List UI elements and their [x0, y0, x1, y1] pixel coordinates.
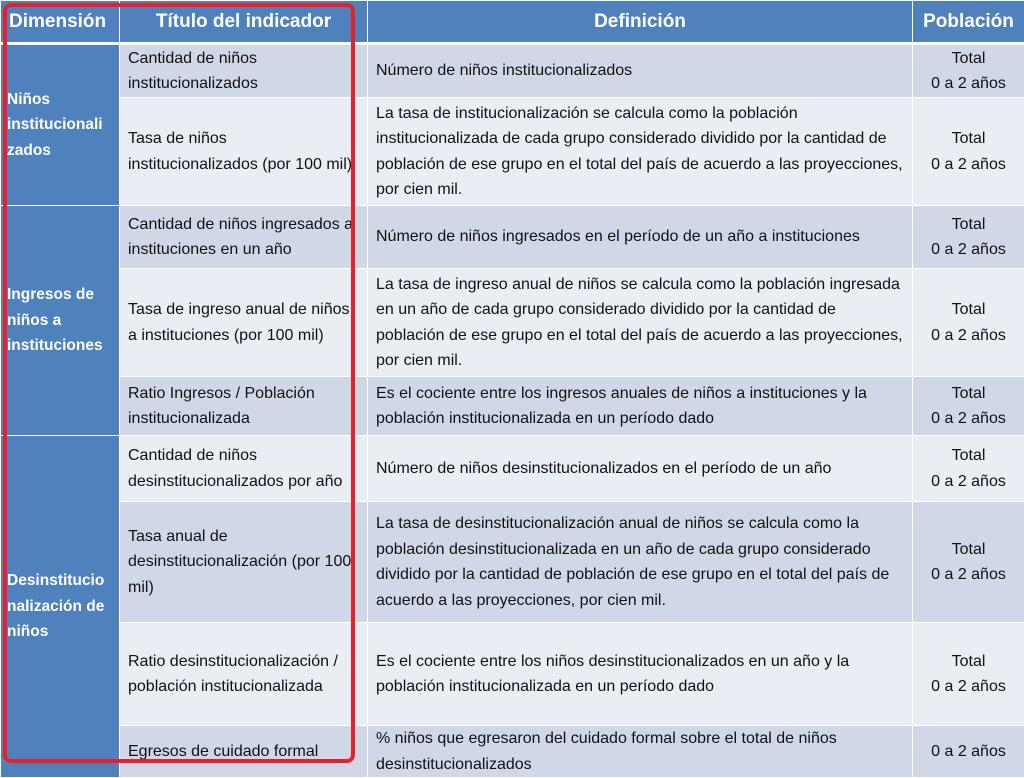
population-cell — [913, 206, 1024, 269]
table-row — [1, 269, 1024, 377]
population-cell — [913, 502, 1024, 623]
population-age: 0 a 2 años — [921, 152, 1016, 178]
indicator-title: Ratio Ingresos / Población institucionalizada — [120, 377, 368, 436]
population-group: Total — [921, 649, 1016, 675]
table-row — [1, 502, 1024, 623]
indicator-title: Ratio desinstitucionalización / población institucionalizada — [120, 623, 368, 726]
dimension-cell: Niños institucionali zados — [1, 44, 120, 206]
table-row — [1, 726, 1024, 778]
table-row — [1, 206, 1024, 269]
indicator-definition: Número de niños institucionalizados — [368, 44, 913, 98]
population-group: Total — [921, 537, 1016, 563]
indicator-definition: La tasa de institucionalización se calcula como la población institucionalizada de cada grupo considerado dividido por la cantidad de población de ese grupo en el total del país de acuerdo a las proyecciones, por cien mil. — [368, 98, 913, 206]
indicator-title: Tasa de niños institucionalizados (por 100 mil) — [120, 98, 368, 206]
dimension-cell: Ingresos de niños a instituciones — [1, 206, 120, 436]
header-dimension: Dimensión — [1, 1, 120, 44]
population-age: 0 a 2 años — [921, 406, 1016, 432]
indicator-definition: Número de niños desinstitucionalizados en el período de un año — [368, 436, 913, 502]
header-population: Población — [913, 1, 1024, 44]
population-cell — [913, 44, 1024, 98]
population-age: 0 a 2 años — [921, 71, 1016, 97]
table-row — [1, 44, 1024, 98]
population-cell — [913, 98, 1024, 206]
indicator-title: Tasa anual de desinstitucionalización (por 100 mil) — [120, 502, 368, 623]
population-cell — [913, 377, 1024, 436]
table-row — [1, 623, 1024, 726]
indicator-definition: Número de niños ingresados en el período de un año a instituciones — [368, 206, 913, 269]
header-definition: Definición — [368, 1, 913, 44]
indicator-definition: Es el cociente entre los ingresos anuales de niños a instituciones y la población institucionalizada en un período dado — [368, 377, 913, 436]
header-title: Título del indicador — [120, 1, 368, 44]
table-row — [1, 377, 1024, 436]
indicator-title: Cantidad de niños ingresados a instituciones en un año — [120, 206, 368, 269]
population-age: 0 a 2 años — [921, 469, 1016, 495]
population-group: Total — [921, 126, 1016, 152]
indicator-definition: % niños que egresaron del cuidado formal sobre el total de niños desinstitucionalizados — [368, 726, 913, 778]
indicator-definition: La tasa de desinstitucionalización anual de niños se calcula como la población desinstitucionalizada en un año de cada grupo considerado dividido por la cantidad de población de ese grupo en el total del país de acuerdo a las proyecciones, por cien mil. — [368, 502, 913, 623]
indicator-title: Egresos de cuidado formal — [120, 726, 368, 778]
population-cell — [913, 269, 1024, 377]
population-group: Total — [921, 443, 1016, 469]
population-cell — [913, 436, 1024, 502]
population-group: Total — [921, 212, 1016, 238]
indicator-definition: Es el cociente entre los niños desinstitucionalizados en un año y la población institucionalizada en un período dado — [368, 623, 913, 726]
population-age: 0 a 2 años — [921, 237, 1016, 263]
population-cell — [913, 623, 1024, 726]
population-group: Total — [921, 381, 1016, 407]
table-header-row — [1, 1, 1024, 44]
population-cell — [913, 726, 1024, 778]
table-row — [1, 98, 1024, 206]
indicator-title: Cantidad de niños desinstitucionalizados por año — [120, 436, 368, 502]
indicator-title: Tasa de ingreso anual de niños a instituciones (por 100 mil) — [120, 269, 368, 377]
population-age: 0 a 2 años — [921, 562, 1016, 588]
population-age: 0 a 2 años — [921, 323, 1016, 349]
dimension-cell: Desinstitucio nalización de niños — [1, 436, 120, 778]
population-group: Total — [921, 46, 1016, 72]
population-age: 0 a 2 años — [921, 739, 1016, 765]
population-age: 0 a 2 años — [921, 674, 1016, 700]
indicator-title: Cantidad de niños institucionalizados — [120, 44, 368, 98]
table-row — [1, 436, 1024, 502]
indicator-definition: La tasa de ingreso anual de niños se calcula como la población ingresada en un año de cada grupo considerado dividido por la cantidad de población de ese grupo en el total del país de acuerdo a las proyecciones, por cien mil. — [368, 269, 913, 377]
population-group: Total — [921, 297, 1016, 323]
